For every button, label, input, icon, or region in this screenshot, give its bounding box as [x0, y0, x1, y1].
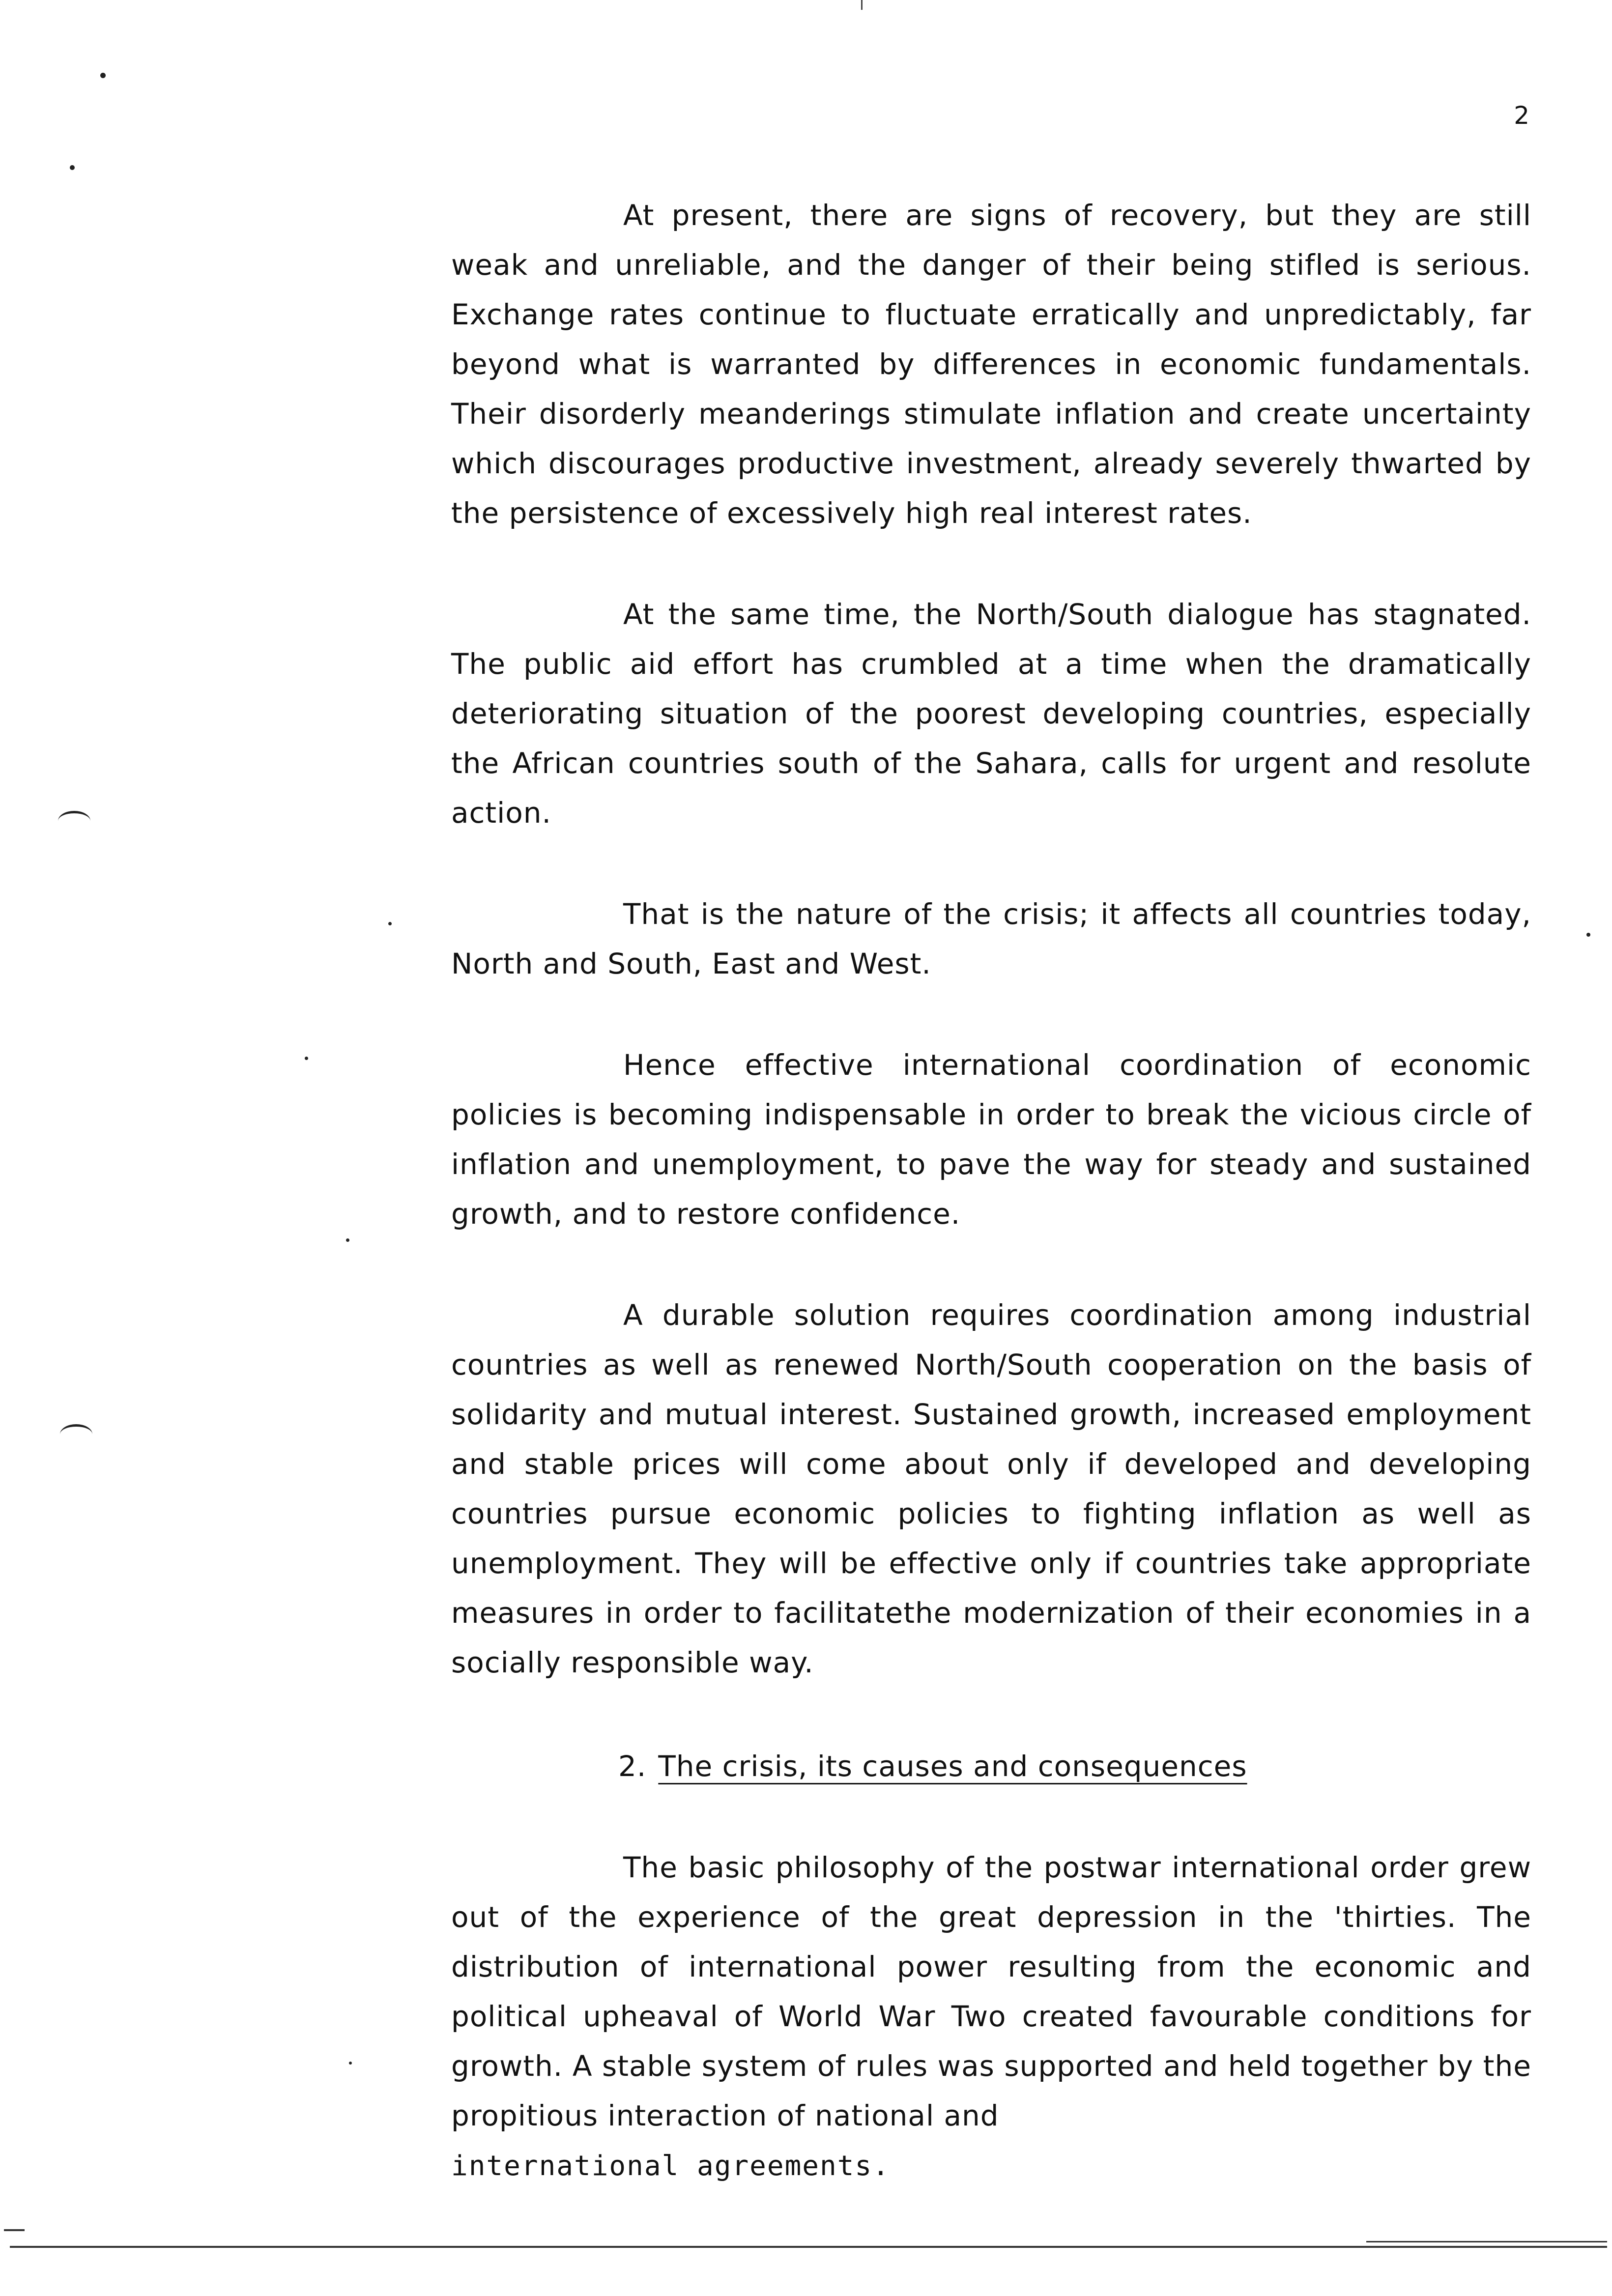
scan-speck — [349, 2062, 352, 2065]
scan-speck — [100, 73, 106, 78]
scan-speck — [1586, 933, 1590, 937]
section-title: The crisis, its causes and consequences — [658, 1750, 1247, 1783]
scan-speck — [388, 922, 392, 925]
body-text — [451, 191, 1531, 2191]
paragraph-3: That is the nature of the crisis; it affects all countries today, North and South, East and West. — [451, 897, 1531, 980]
section-heading — [451, 1742, 1531, 1791]
section-number: 2. — [618, 1750, 647, 1783]
paragraph-1: At present, there are signs of recovery, but they are still weak and unreliable, and the danger of their being stifled is serious. Exchange rates continue to fluctuate erratically and unpredictably, far beyond what is warranted by differences in economic fundamentals. Their disorderly meanderings stimulate inflation and create uncertainty which discourages productive investment, already severely thwarted by the persistence of excessively high real interest rates. — [451, 199, 1531, 530]
paragraph-6-text: The basic philosophy of the postwar international order grew out of the experience of the great depression in the 'thirties. The distribution of international power resulting from the economic and political upheaval of World War Two created favourable conditions for growth. A stable system of rules was supported and held together by the propitious interaction of national and — [451, 1851, 1531, 2132]
scan-mark — [861, 0, 863, 10]
page-number: 2 — [1514, 101, 1529, 130]
paragraph-5: A durable solution requires coordination among industrial countries as well as renewed North/South cooperation on the basis of solidarity and mutual interest. Sustained growth, increased employment and stable prices will come about only if developed and developing countries pursue economic policies to fighting inflation as well as unemployment. They will be effective only if countries take appropriate measures in order to facilitatethe modernization of their economies in a socially responsible way. — [451, 1298, 1531, 1679]
scan-speck — [305, 1057, 308, 1060]
scan-rule — [1366, 2241, 1607, 2242]
binding-mark — [60, 1424, 92, 1444]
binding-mark — [58, 811, 90, 831]
paragraph-6-final-line: international agreements. — [451, 2150, 890, 2182]
paragraph-4: Hence effective international coordination of economic policies is becoming indispensable in order to break the vicious circle of inflation and unemployment, to pave the way for steady and sustained growth, and to restore confidence. — [451, 1048, 1531, 1231]
scan-speck — [70, 165, 75, 170]
scan-speck — [346, 1238, 349, 1242]
paragraph-2: At the same time, the North/South dialogue has stagnated. The public aid effort has crumbled at a time when the dramatically deteriorating situation of the poorest developing countries, especially the African countries south of the Sahara, calls for urgent and resolute action. — [451, 598, 1531, 830]
scan-rule — [10, 2246, 1607, 2248]
paragraph-6 — [451, 1843, 1531, 2191]
scan-rule — [4, 2229, 25, 2231]
